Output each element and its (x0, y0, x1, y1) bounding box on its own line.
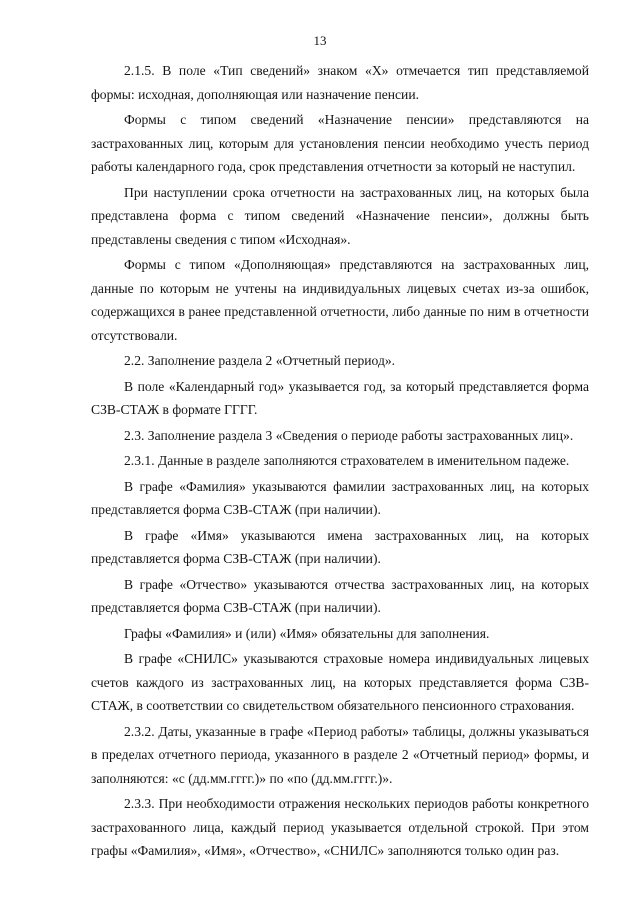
paragraph-2-1-5: 2.1.5. В поле «Тип сведений» знаком «Х» отмечается тип представляемой формы: исходная, дополняющая или назначение пенсии. (91, 63, 589, 102)
paragraph-2-3-2: 2.3.2. Даты, указанные в графе «Период работы» таблицы, должны указываться в пределах отчетного периода, указанного в разделе 2 «Отчетный период» формы, и заполняются: «с (дд.мм.гггг.)» по «по (дд.мм.гггг.)». (91, 723, 589, 786)
page-number: 13 (313, 33, 327, 48)
paragraph-2-3: 2.3. Заполнение раздела 3 «Сведения о периоде работы застрахованных лиц». (124, 427, 574, 443)
paragraph-pension-forms: Формы с типом сведений «Назначение пенсии» представляются на застрахованных лиц, которым для установления пенсии необходимо учесть период работы календарного года, срок представления отчетности за который не наступил. (91, 112, 589, 174)
paragraph-calendar-year: В поле «Календарный год» указывается год, за который представляется форма СЗВ-СТАЖ в формате ГГГГ. (91, 378, 589, 417)
paragraph-2-2: 2.2. Заполнение раздела 2 «Отчетный период». (124, 353, 396, 368)
paragraph-surname-column: В графе «Фамилия» указываются фамилии застрахованных лиц, на которых представляется форма СЗВ-СТАЖ (при наличии). (91, 478, 589, 517)
document-body (91, 59, 589, 865)
paragraph-required-columns: Графы «Фамилия» и (или) «Имя» обязательны для заполнения. (124, 625, 490, 641)
paragraph-reporting-deadline: При наступлении срока отчетности на застрахованных лиц, на которых была представлена форма с типом сведений «Назначение пенсии», должны быть представлены сведения с типом «Исходная». (91, 184, 589, 247)
paragraph-2-3-3: 2.3.3. При необходимости отражения нескольких периодов работы конкретного застрахованного лица, каждый период указывается отдельной строкой. При этом графы «Фамилия», «Имя», «Отчество», «СНИЛС» заполняются только один раз. (91, 796, 589, 858)
paragraph-patronymic-column: В графе «Отчество» указываются отчества застрахованных лиц, на которых представляется форма СЗВ-СТАЖ (при наличии). (91, 576, 589, 615)
paragraph-snils-column: В графе «СНИЛС» указываются страховые номера индивидуальных лицевых счетов каждого из застрахованных лиц, на которых представляется форма СЗВ-СТАЖ, в соответствии со свидетельством обязательного пенсионного страхования. (91, 651, 589, 713)
paragraph-name-column: В графе «Имя» указываются имена застрахованных лиц, на которых представляется форма СЗВ-СТАЖ (при наличии). (91, 527, 589, 566)
paragraph-supplementary-forms: Формы с типом «Дополняющая» представляются на застрахованных лиц, данные по которым не учтены на индивидуальных лицевых счетах из-за ошибок, содержащихся в ранее представленной отчетности, либо данные по ним в отчетности отсутствовали. (91, 257, 589, 343)
paragraph-2-3-1: 2.3.1. Данные в разделе заполняются страхователем в именительном падеже. (124, 453, 570, 468)
